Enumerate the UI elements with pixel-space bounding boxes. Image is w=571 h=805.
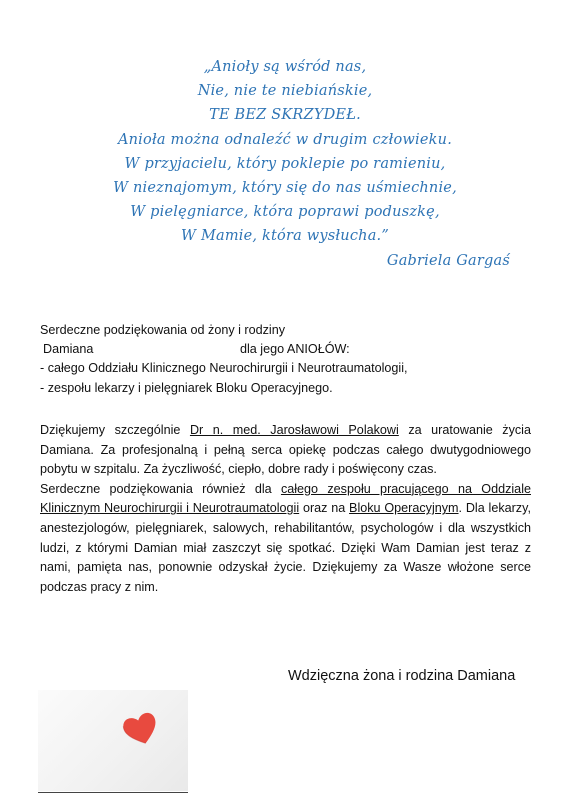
paragraph-doctor (40, 421, 531, 480)
thanks-body (40, 421, 531, 597)
signature: Wdzięczna żona i rodzina Damiana (288, 668, 516, 684)
text-run: oraz na (299, 501, 350, 516)
poem-line: Nie, nie te niebiańskie, (197, 83, 373, 100)
patient-name: Damiana (43, 342, 94, 357)
name-row (40, 340, 540, 359)
intro-line: Serdeczne podziękowania od żony i rodziny (40, 323, 286, 337)
poem-line: W pielęgniarce, która poprawi poduszkę, (130, 204, 440, 221)
operating-block-name: Bloku Operacyjnym (349, 501, 459, 516)
poem-line: TE BEZ SKRZYDEŁ. (209, 107, 361, 124)
poem-line: W przyjacielu, który poklepie po ramieniu, (124, 155, 446, 172)
intro-bullet: - całego Oddziału Klinicznego Neurochirurgii i Neurotraumatologii, (40, 361, 408, 376)
text-run: Dziękujemy szczególnie (40, 423, 190, 437)
heart-icon (122, 712, 160, 746)
text-run: Serdeczne podziękowania również dla (40, 481, 281, 496)
thanks-intro (40, 321, 540, 398)
text-run: . Dla lekarzy, anestezjologów, pielęgniarek, salowych, rehabilitantów, psychologów i dla wszystkich ludzi, z którymi Damian miał zaszczyt się spotkać. Dzięki Wam Damian jest teraz z nami, pamięta nas, ponownie odzyskał życie. Dziękujemy za Wasze włożone serce podczas pracy z nim. (40, 501, 531, 594)
poem-line: Anioła można odnaleźć w drugim człowieku. (117, 131, 453, 148)
intro-bullet: - zespołu lekarzy i pielęgniarek Bloku Operacyjnego. (40, 380, 333, 395)
doctor-name: Dr n. med. Jarosławowi Polakowi (189, 423, 399, 437)
text-run: za uratowanie życia Damiana. Za profesjonalną i pełną serca opiekę podczas całego dwutygodniowego pobytu w szpitalu. Za życzliwość, ciepło, dobre rady i poświęcony czas. (40, 423, 531, 477)
team-name: całego zespołu pracującego na Oddziale Klinicznym Neurochirurgii i Neurotraumatologii (40, 481, 531, 516)
poem-line: „Anioły są wśród nas, (203, 59, 367, 75)
paragraph-team (40, 480, 531, 598)
poem-line: W Mamie, która wysłucha.” (181, 228, 389, 245)
poem-quote (60, 55, 510, 273)
heart-photo (38, 690, 188, 791)
for-angels-label: dla jego ANIOŁÓW: (240, 342, 350, 357)
divider-line (38, 792, 188, 793)
poem-author: Gabriela Gargaś (386, 252, 510, 269)
poem-line: W nieznajomym, który się do nas uśmiechnie, (113, 180, 457, 197)
